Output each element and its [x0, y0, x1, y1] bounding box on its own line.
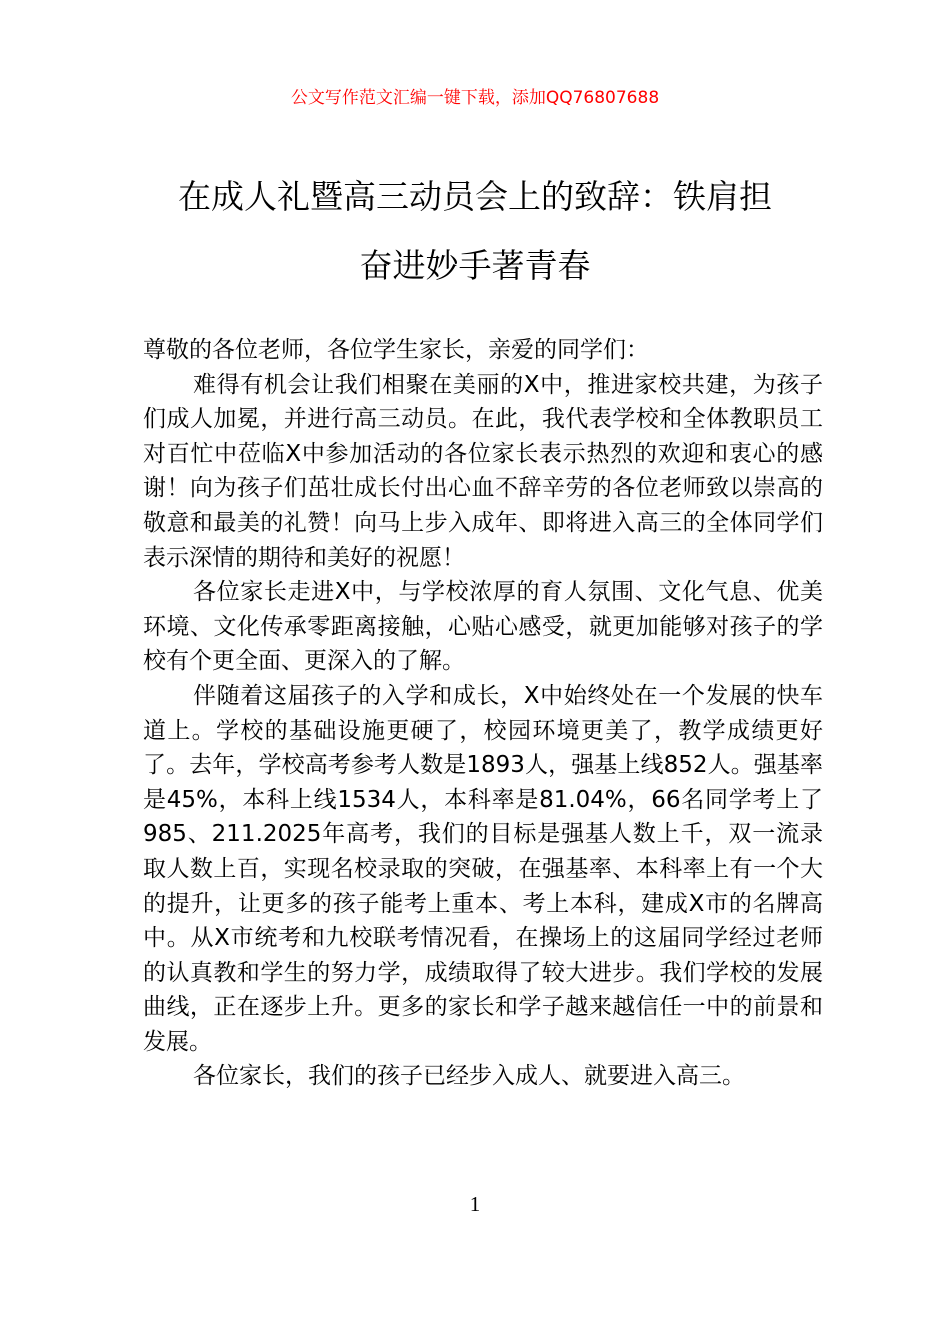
paragraph: 难得有机会让我们相聚在美丽的X中，推进家校共建，为孩子们成人加冕，并进行高三动员。在此，我代表学校和全体教职员工对百忙中莅临X中参加活动的各位家长表示热烈的欢迎和衷心的感谢！向为孩子们茁壮成长付出心血不辞辛劳的各位老师致以崇高的敬意和最美的礼赞！向马上步入成年、即将进入高三的全体同学们表示深情的期待和美好的祝愿！: [143, 371, 823, 571]
salutation: 尊敬的各位老师，各位学生家长，亲爱的同学们：: [143, 337, 649, 363]
page-number: 1: [469, 1192, 481, 1216]
document-title-line-1: 在成人礼暨高三动员会上的致辞：铁肩担: [178, 177, 772, 216]
document-title-line-2: 奋进妙手著青春: [359, 246, 591, 285]
paragraph: 各位家长走进X中，与学校浓厚的育人氛围、文化气息、优美环境、文化传承零距离接触，心贴心感受，就更加能够对孩子的学校有个更全面、更深入的了解。: [143, 579, 823, 675]
paragraph: 各位家长，我们的孩子已经步入成人、就要进入高三。: [193, 1063, 745, 1090]
promo-header: 公文写作范文汇编一键下载，添加QQ76807688: [290, 88, 660, 108]
document-body: [143, 333, 823, 1094]
paragraph: 伴随着这届孩子的入学和成长，X中始终处在一个发展的快车道上。学校的基础设施更硬了，校园环境更美了，教学成绩更好了。去年，学校高考参考人数是1893人，强基上线852人。强基率是45%，本科上线1534人，本科率是81.04%，66名同学考上了985、211.2025年高考，我们的目标是强基人数上千，双一流录取人数上百，实现名校录取的突破，在强基率、本科率上有一个大的提升，让更多的孩子能考上重本、考上本科，建成X市的名牌高中。从X市统考和九校联考情况看，在操场上的这届同学经过老师的认真教和学生的努力学，成绩取得了较大进步。我们学校的发展曲线，正在逐步上升。更多的家长和学子越来越信任一中的前景和发展。: [143, 682, 823, 1055]
